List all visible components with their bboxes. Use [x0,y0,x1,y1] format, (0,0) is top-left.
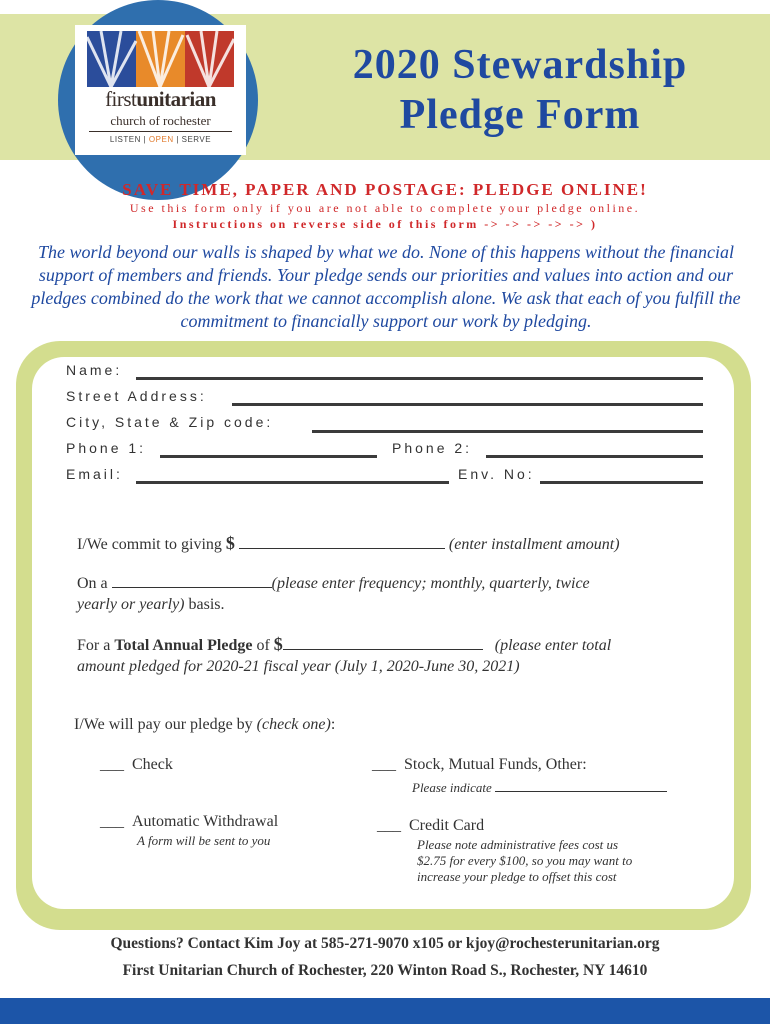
please-indicate-line: Please indicate [412,779,667,796]
questions-contact: Questions? Contact Kim Joy at 585-271-9070 x105 or kjoy@rochesterunitarian.org [110,935,660,952]
stock-option[interactable]: ___ Stock, Mutual Funds, Other: [372,756,587,773]
logo-rays-graphic [87,31,234,87]
installment-amount-field[interactable] [239,533,445,549]
frequency-line: On a (please enter frequency; monthly, quarterly, twice yearly or yearly) basis. [77,572,677,615]
city-label: City, State & Zip code: [66,414,274,430]
phone2-field[interactable] [486,455,703,458]
logo-name: firstunitarian [105,87,216,111]
street-address-field[interactable] [232,403,703,406]
credit-card-note: Please note administrative fees cost us $2.75 for every $100, so you may want to increase your pledge to offset this cost [417,837,633,884]
logo-tagline: LISTEN | OPEN | SERVE [109,135,212,144]
online-subline: Use this form only if you are not able to complete your pledge online. [129,201,641,215]
online-headline: SAVE TIME, PAPER AND POSTAGE: PLEDGE ONLINE! [122,180,648,199]
email-label: Email: [66,466,123,482]
page-title [280,40,760,140]
phone2-label: Phone 2: [392,440,473,456]
auto-withdrawal-option[interactable]: ___ Automatic Withdrawal [100,813,279,830]
total-pledge-field[interactable] [283,634,483,650]
title-line-2: Pledge Form [399,92,641,138]
email-field[interactable] [136,481,449,484]
payment-method-heading: I/We will pay our pledge by (check one): [74,716,336,733]
check-checkbox[interactable]: ___ [100,756,124,773]
auto-withdrawal-checkbox[interactable]: ___ [100,813,124,830]
title-line-1: 2020 Stewardship [352,42,688,88]
name-field[interactable] [136,377,703,380]
stock-checkbox[interactable]: ___ [372,756,396,773]
frequency-field[interactable] [112,572,272,588]
logo-subtitle: church of rochester [110,113,211,128]
logo-divider [89,131,232,132]
church-logo [75,25,246,155]
please-indicate-field[interactable] [495,779,667,792]
credit-card-checkbox[interactable]: ___ [377,817,401,834]
credit-card-option[interactable]: ___ Credit Card [377,817,485,834]
envelope-number-field[interactable] [540,481,703,484]
intro-paragraph: The world beyond our walls is shaped by what we do. None of this happens without the financial support of members and friends. Your pledge sends our priorities and values into action and our pledges combined do the work that we cannot accomplish alone. We ask that each of you fulfill the commitment to financially support our work by pledging. [31,242,741,331]
name-label: Name: [66,362,123,378]
phone1-field[interactable] [160,455,377,458]
church-address: First Unitarian Church of Rochester, 220 Winton Road S., Rochester, NY 14610 [122,962,648,979]
city-state-zip-field[interactable] [312,430,703,433]
online-instructions: Instructions on reverse side of this form -> -> -> -> -> ) [172,217,598,231]
env-label: Env. No: [458,466,535,482]
total-pledge-line: For a Total Annual Pledge of $ (please enter total amount pledged for 2020-21 fiscal year (July 1, 2020-June 30, 2021) [77,634,612,675]
check-option[interactable]: ___ Check [100,756,173,773]
auto-withdrawal-note: A form will be sent to you [137,833,271,848]
commit-line: I/We commit to giving $ (enter installment amount) [77,533,620,553]
bottom-band [0,998,770,1024]
phone1-label: Phone 1: [66,440,147,456]
street-label: Street Address: [66,388,207,404]
